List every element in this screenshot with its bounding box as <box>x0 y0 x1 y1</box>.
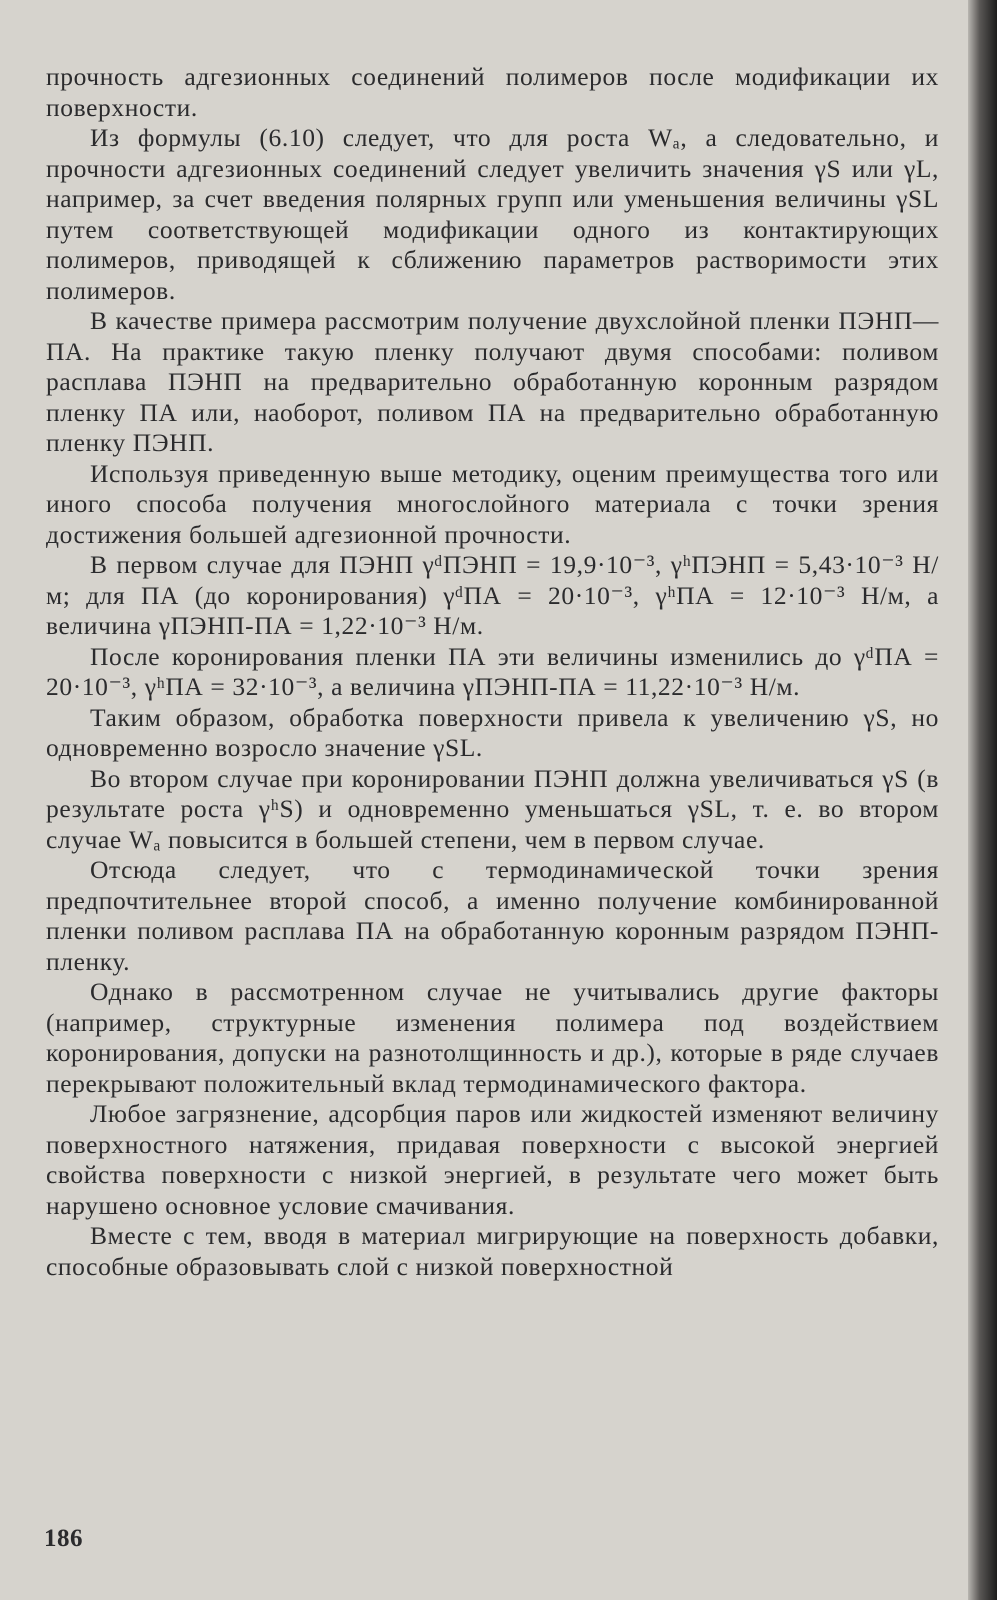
book-spine-shadow <box>968 0 997 1600</box>
paragraph-7: Таким образом, обработка поверхности привела к увеличению γS, но одновременно возросло значение γSL. <box>46 702 939 762</box>
paragraph-12: Вместе с тем, вводя в материал мигрирующие на поверхность добавки, способные образовывать слой с низкой поверхностной <box>46 1221 939 1281</box>
paragraph-1: прочность адгезионных соединений полимеров после модификации их поверхности. <box>46 62 939 122</box>
paragraph-9: Отсюда следует, что с термодинамической точки зрения предпочтительнее второй способ, а именно получение комбинированной пленки поливом расплава ПА на обработанную коронным разрядом ПЭНП-пленку. <box>46 855 939 976</box>
paragraph-4: Используя приведенную выше методику, оценим преимущества того или иного способа получения многослойного материала с точки зрения достижения большей адгезионной прочности. <box>46 458 939 549</box>
paragraph-8: Во втором случае при коронировании ПЭНП должна увеличиваться γS (в результате роста γʰS) и одновременно уменьшаться γSL, т. е. во втором случае Wₐ повысится в большей степени, чем в первом случае. <box>46 763 939 854</box>
paragraph-11: Любое загрязнение, адсорбция паров или жидкостей изменяют величину поверхностного натяжения, придавая поверхности с высокой энергией свойства поверхности с низкой энергией, в результате чего может быть нарушено основное условие смачивания. <box>46 1099 939 1220</box>
paragraph-3: В качестве примера рассмотрим получение двухслойной пленки ПЭНП—ПА. На практике такую пленку получают двумя способами: поливом расплава ПЭНП на предварительно обработанную коронным разрядом пленку ПА или, наоборот, поливом ПА на предварительно обработанную пленку ПЭНП. <box>46 306 939 457</box>
body-text <box>46 62 939 1282</box>
page-number: 186 <box>44 1525 83 1552</box>
paragraph-10: Однако в рассмотренном случае не учитывались другие факторы (например, структурные изменения полимера под воздействием коронирования, допуски на разнотолщинность и др.), которые в ряде случаев перекрывают положительный вклад термодинамического фактора. <box>46 977 939 1098</box>
paragraph-6: После коронирования пленки ПА эти величины изменились до γᵈПА = 20·10⁻³, γʰПА = 32·10⁻³, а величина γПЭНП-ПА = 11,22·10⁻³ Н/м. <box>46 641 939 701</box>
paragraph-2: Из формулы (6.10) следует, что для роста Wₐ, а следовательно, и прочности адгезионных соединений следует увеличить значения γS или γL, например, за счет введения полярных групп или уменьшения величины γSL путем соответствующей модификации одного из контактирующих полимеров, приводящей к сближению параметров растворимости этих полимеров. <box>46 123 939 305</box>
paragraph-5: В первом случае для ПЭНП γᵈПЭНП = 19,9·10⁻³, γʰПЭНП = 5,43·10⁻³ Н/м; для ПА (до коронирования) γᵈПА = 20·10⁻³, γʰПА = 12·10⁻³ Н/м, а величина γПЭНП-ПА = 1,22·10⁻³ Н/м. <box>46 550 939 640</box>
